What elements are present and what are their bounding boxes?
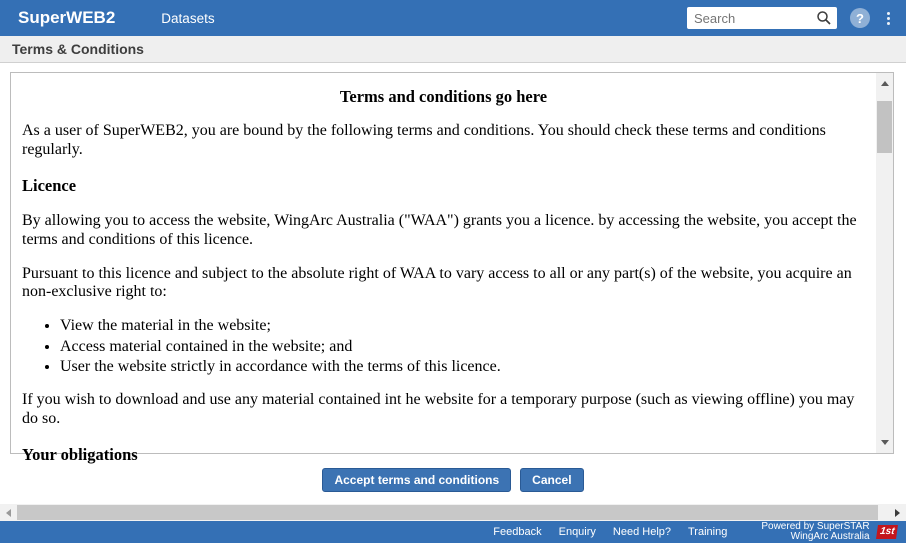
powered-by-line1: Powered by SuperSTAR	[761, 521, 870, 532]
terms-paragraph: If you wish to download and use any material contained int he website for a temporary purpose (such as viewing offline) you may do so.	[22, 391, 855, 428]
footer-link-feedback[interactable]: Feedback	[493, 526, 542, 538]
search-box[interactable]	[687, 7, 837, 29]
footer-links	[493, 526, 727, 538]
footer-link-enquiry[interactable]: Enquiry	[558, 526, 596, 538]
search-input[interactable]	[694, 11, 816, 26]
terms-paragraph: Pursuant to this licence and subject to the absolute right of WAA to vary access to all or any part(s) of the website, you acquire an non-exclusive right to:	[22, 264, 852, 301]
scroll-down-arrow-icon[interactable]	[876, 434, 893, 451]
page-title: Terms & Conditions	[12, 41, 144, 57]
footer-link-need-help[interactable]: Need Help?	[612, 526, 671, 538]
help-icon[interactable]: ?	[850, 8, 870, 28]
superstar-1st-logo-icon: 1st	[876, 525, 898, 539]
horizontal-scrollbar[interactable]	[0, 504, 906, 521]
terms-document-body	[22, 122, 865, 465]
scroll-right-arrow-icon[interactable]	[889, 504, 906, 521]
scroll-up-arrow-icon[interactable]	[876, 75, 893, 92]
terms-paragraph: By allowing you to access the website, WingArc Australia ("WAA") grants you a licence. by accessing the website, you accept the terms and conditions of this licence.	[22, 211, 857, 248]
vertical-scrollbar[interactable]	[876, 73, 893, 453]
menu-item-datasets[interactable]: Datasets	[161, 10, 215, 26]
cancel-button[interactable]: Cancel	[520, 468, 583, 492]
action-buttons-row	[0, 468, 906, 492]
terms-list	[22, 317, 865, 376]
terms-list-item: • Access material contained in the website; and	[60, 338, 865, 356]
search-icon[interactable]	[816, 10, 832, 26]
top-navigation-bar	[0, 0, 906, 36]
terms-document	[22, 75, 865, 465]
terms-section-heading: Your obligations	[22, 445, 138, 465]
accept-terms-button[interactable]: Accept terms and conditions	[322, 468, 511, 492]
terms-list-item: • View the material in the website;	[60, 317, 865, 335]
vertical-scrollbar-thumb[interactable]	[877, 101, 892, 153]
terms-document-title: Terms and conditions go here	[339, 87, 548, 106]
footer-link-training[interactable]: Training	[688, 526, 728, 538]
powered-by-line2: WingArc Australia	[790, 531, 870, 542]
terms-content-box	[10, 72, 894, 465]
horizontal-scrollbar-thumb[interactable]	[17, 505, 878, 520]
terms-list-item: • User the website strictly in accordance with the terms of this licence.	[60, 358, 865, 376]
page-header	[0, 36, 906, 63]
terms-section-heading: Licence	[22, 175, 77, 195]
app-logo: SuperWEB2	[18, 8, 116, 27]
powered-by-text	[761, 522, 869, 542]
scroll-left-arrow-icon[interactable]	[0, 504, 17, 521]
terms-paragraph: As a user of SuperWEB2, you are bound by the following terms and conditions. You should check these terms and conditions regularly.	[22, 122, 826, 158]
topbar-right-group	[687, 7, 894, 29]
kebab-menu-icon[interactable]	[883, 10, 894, 27]
footer-bar	[0, 521, 906, 543]
